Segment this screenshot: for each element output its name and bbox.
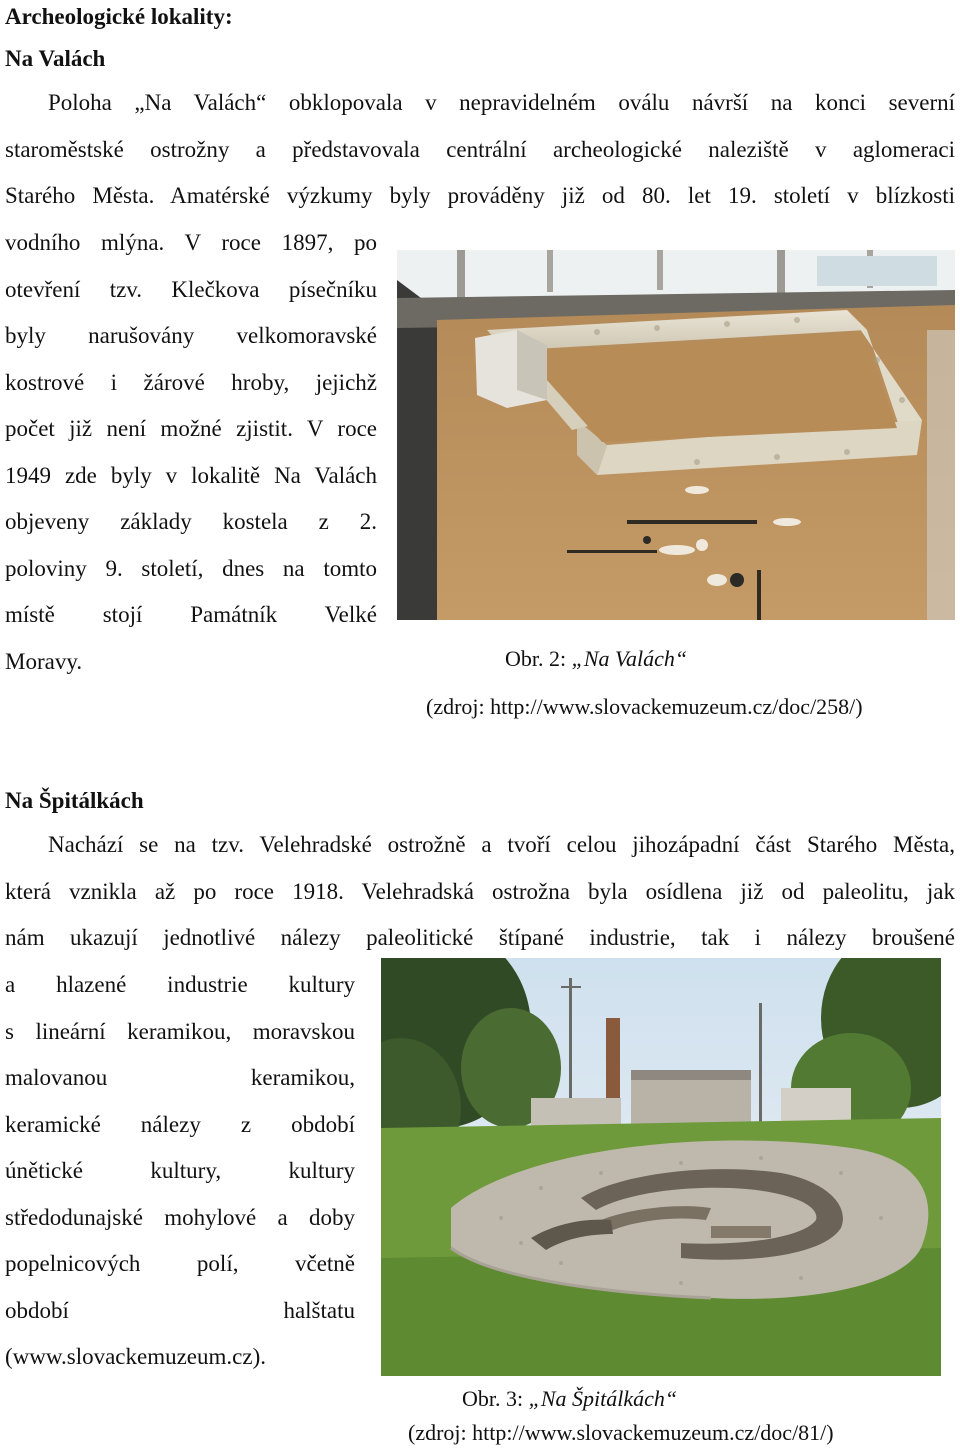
section2-paragraph-narrow bbox=[5, 962, 355, 1381]
text-line: popelnicových polí, včetně bbox=[5, 1251, 355, 1276]
text-line: 1949 zde byly v lokalitě Na Valách bbox=[5, 462, 377, 488]
photo-na-valach bbox=[397, 250, 955, 620]
text-line: byly narušovány velkomoravské bbox=[5, 323, 377, 348]
text-line: objeveny základy kostela z 2. bbox=[5, 509, 377, 534]
text-line: Moravy. bbox=[5, 648, 83, 674]
photo-na-spitalkach bbox=[381, 958, 941, 1376]
caption-title: „Na Špitálkách“ bbox=[528, 1386, 678, 1411]
text-line: která vznikla až po roce 1918. Velehradská ostrožna byla osídlena již od paleolitu, jak bbox=[5, 878, 955, 904]
section1-paragraph-narrow bbox=[5, 220, 377, 685]
text-line: nám ukazují jednotlivé nálezy paleolitické štípané industrie, tak i nálezy broušené bbox=[5, 925, 955, 950]
caption-figure-2 bbox=[505, 646, 687, 672]
text-line: (www.slovackemuzeum.cz). bbox=[5, 1344, 266, 1369]
section1-paragraph-full bbox=[5, 80, 955, 220]
text-line: středodunajské mohylové a doby bbox=[5, 1204, 355, 1230]
text-line: vodního mlýna. V roce 1897, po bbox=[5, 230, 377, 255]
text-line: Nachází se na tzv. Velehradské ostrožně a tvoří celou jihozápadní část Starého Města, bbox=[48, 832, 955, 857]
text-line: kostrové i žárové hroby, jejichž bbox=[5, 369, 377, 395]
text-line: malovanou keramikou, bbox=[5, 1065, 355, 1090]
section-title-na-spitalkach: Na Špitálkách bbox=[5, 788, 144, 813]
text-line: únětické kultury, kultury bbox=[5, 1158, 355, 1183]
text-line: poloviny 9. století, dnes na tomto bbox=[5, 555, 377, 581]
text-line: a hlazené industrie kultury bbox=[5, 972, 355, 997]
caption-title: „Na Valách“ bbox=[571, 646, 688, 671]
text-line: s lineární keramikou, moravskou bbox=[5, 1018, 355, 1044]
caption-prefix: Obr. 3: bbox=[462, 1386, 529, 1411]
caption-prefix: Obr. 2: bbox=[505, 646, 572, 671]
text-line: období halštatu bbox=[5, 1297, 355, 1323]
text-line: počet již není možné zjistit. V roce bbox=[5, 416, 377, 441]
caption-source-figure-3: (zdroj: http://www.slovackemuzeum.cz/doc/81/) bbox=[408, 1420, 834, 1445]
text-line: keramické nálezy z období bbox=[5, 1111, 355, 1137]
text-line: staroměstské ostrožny a představovala centrální archeologické naleziště v aglomeraci bbox=[5, 136, 955, 162]
section2-paragraph-full bbox=[5, 822, 955, 962]
caption-figure-3 bbox=[462, 1386, 677, 1412]
caption-source-figure-2: (zdroj: http://www.slovackemuzeum.cz/doc/258/) bbox=[426, 694, 863, 719]
text-line: místě stojí Památník Velké bbox=[5, 602, 377, 627]
section-title-na-valach: Na Valách bbox=[5, 46, 106, 71]
text-line: Poloha „Na Valách“ obklopovala v nepravidelném oválu návrší na konci severní bbox=[48, 90, 955, 115]
page-heading: Archeologické lokality: bbox=[5, 4, 233, 29]
text-line: Starého Města. Amatérské výzkumy byly prováděny již od 80. let 19. století v blízkosti bbox=[5, 183, 955, 208]
text-line: otevření tzv. Klečkova písečníku bbox=[5, 276, 377, 302]
